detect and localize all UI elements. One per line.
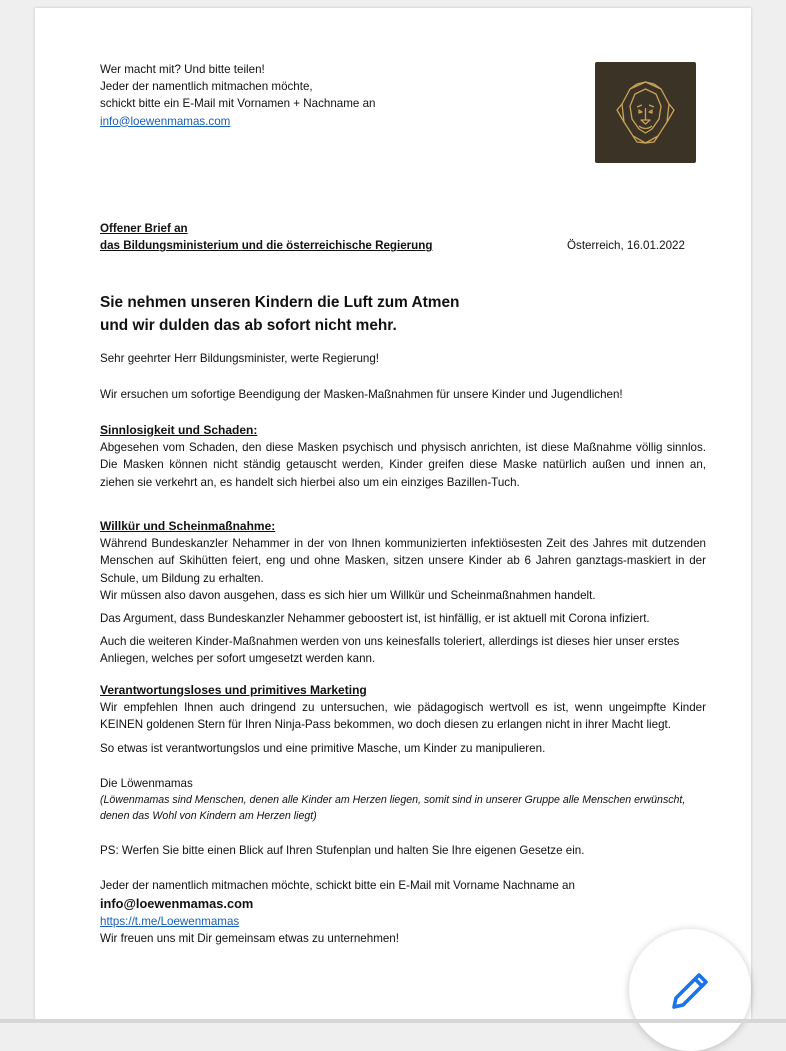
section-paragraph: Auch die weiteren Kinder-Maßnahmen werden von uns keinesfalls toleriert, allerdings ist dieses hier unser erstes Anliegen, welches per sofort umgesetzt werden kann. (100, 635, 680, 666)
pencil-edit-icon (668, 967, 714, 1013)
section-marketing (100, 682, 706, 757)
bottom-divider (0, 1019, 786, 1023)
section-paragraph: Wir müssen also davon ausgehen, dass es sich hier um Willkür und Scheinmaßnahmen handelt. (100, 588, 596, 602)
footer-line-1: Jeder der namentlich mitmachen möchte, schickt bitte ein E-Mail mit Vorname Nachname an (100, 879, 575, 892)
footer-closing: Wir freuen uns mit Dir gemeinsam etwas zu unternehmen! (100, 932, 399, 946)
intro-line-3: schickt bitte ein E-Mail mit Vornamen + Nachname an (100, 97, 376, 111)
letter-date: Österreich, 16.01.2022 (567, 239, 685, 252)
loewenmamas-logo (595, 62, 696, 163)
signature-block (100, 775, 706, 824)
headline-line-1: Sie nehmen unseren Kindern die Luft zum Atmen (100, 294, 460, 311)
section-nonsense-damage (100, 422, 706, 491)
section-paragraph: Das Argument, dass Bundeskanzler Nehammer geboostert ist, ist hinfällig, er ist aktuell mit Corona infiziert. (100, 612, 650, 626)
section-arbitrariness (100, 518, 706, 668)
postscript: PS: Werfen Sie bitte einen Blick auf Ihren Stufenplan und halten Sie Ihre eigenen Gesetze ein. (100, 844, 585, 857)
addressee-line-1: Offener Brief an (100, 222, 188, 235)
signature-note: (Löwenmamas sind Menschen, denen alle Kinder am Herzen liegen, somit sind in unserer Gruppe alle Menschen erwünscht, denen das Wohl von Kindern am Herzen liegt) (100, 794, 686, 823)
section-paragraph: Während Bundeskanzler Nehammer in der von Ihnen kommunizierten infektiösesten Zeit des Jahres mit dutzenden Menschen auf Skihütten feiert, eng und ohne Masken, sitzen unsere Kinder ab 6 Jahren ganztags-maskiert in der Schule, um Bildung zu erhalten. (100, 537, 706, 585)
letter-headline (100, 291, 706, 337)
section-paragraph: So etwas ist verantwortungslos und eine primitive Masche, um Kinder zu manipulieren. (100, 741, 546, 755)
section-heading: Verantwortungsloses und primitives Marketing (100, 683, 367, 697)
addressee-line-2: das Bildungsministerium und die österreichische Regierung (100, 239, 433, 253)
intro-line-1: Wer macht mit? Und bitte teilen! (100, 63, 265, 76)
section-paragraph: Wir empfehlen Ihnen auch dringend zu untersuchen, wie pädagogisch wertvoll es ist, wenn ungeimpfte Kinder KEINEN goldenen Stern für Ihren Ninja-Pass bekommen, wo doch diesen zu erlangen nicht in ihrer Macht liegt. (100, 701, 706, 732)
footer-block (100, 877, 706, 948)
intro-email-link[interactable]: info@loewenmamas.com (100, 114, 231, 128)
document-page (35, 8, 751, 1020)
intro-line-2: Jeder der namentlich mitmachen möchte, (100, 80, 313, 94)
lion-head-icon (595, 62, 696, 163)
edit-fab-button[interactable] (629, 929, 751, 1051)
telegram-link[interactable]: https://t.me/Loewenmamas (100, 915, 240, 929)
signature-name: Die Löwenmamas (100, 777, 193, 790)
footer-email[interactable]: info@loewenmamas.com (100, 896, 254, 912)
request-statement: Wir ersuchen um sofortige Beendigung der Masken-Maßnahmen für unsere Kinder und Jugendlichen! (100, 388, 623, 401)
section-paragraph: Abgesehen vom Schaden, den diese Masken psychisch und physisch anrichten, ist diese Maßnahme völlig sinnlos. Die Masken können nicht ständig getauscht werden, Kinder greifen diese Maske natürlich außen und innen an, ziehen sie verkehrt an, es handelt sich hierbei also um ein einziges Bazillen-Tuch. (100, 441, 706, 489)
salutation: Sehr geehrter Herr Bildungsminister, werte Regierung! (100, 352, 380, 365)
headline-line-2: und wir dulden das ab sofort nicht mehr. (100, 317, 397, 334)
section-heading: Sinnlosigkeit und Schaden: (100, 423, 258, 437)
section-heading: Willkür und Scheinmaßnahme: (100, 519, 276, 533)
